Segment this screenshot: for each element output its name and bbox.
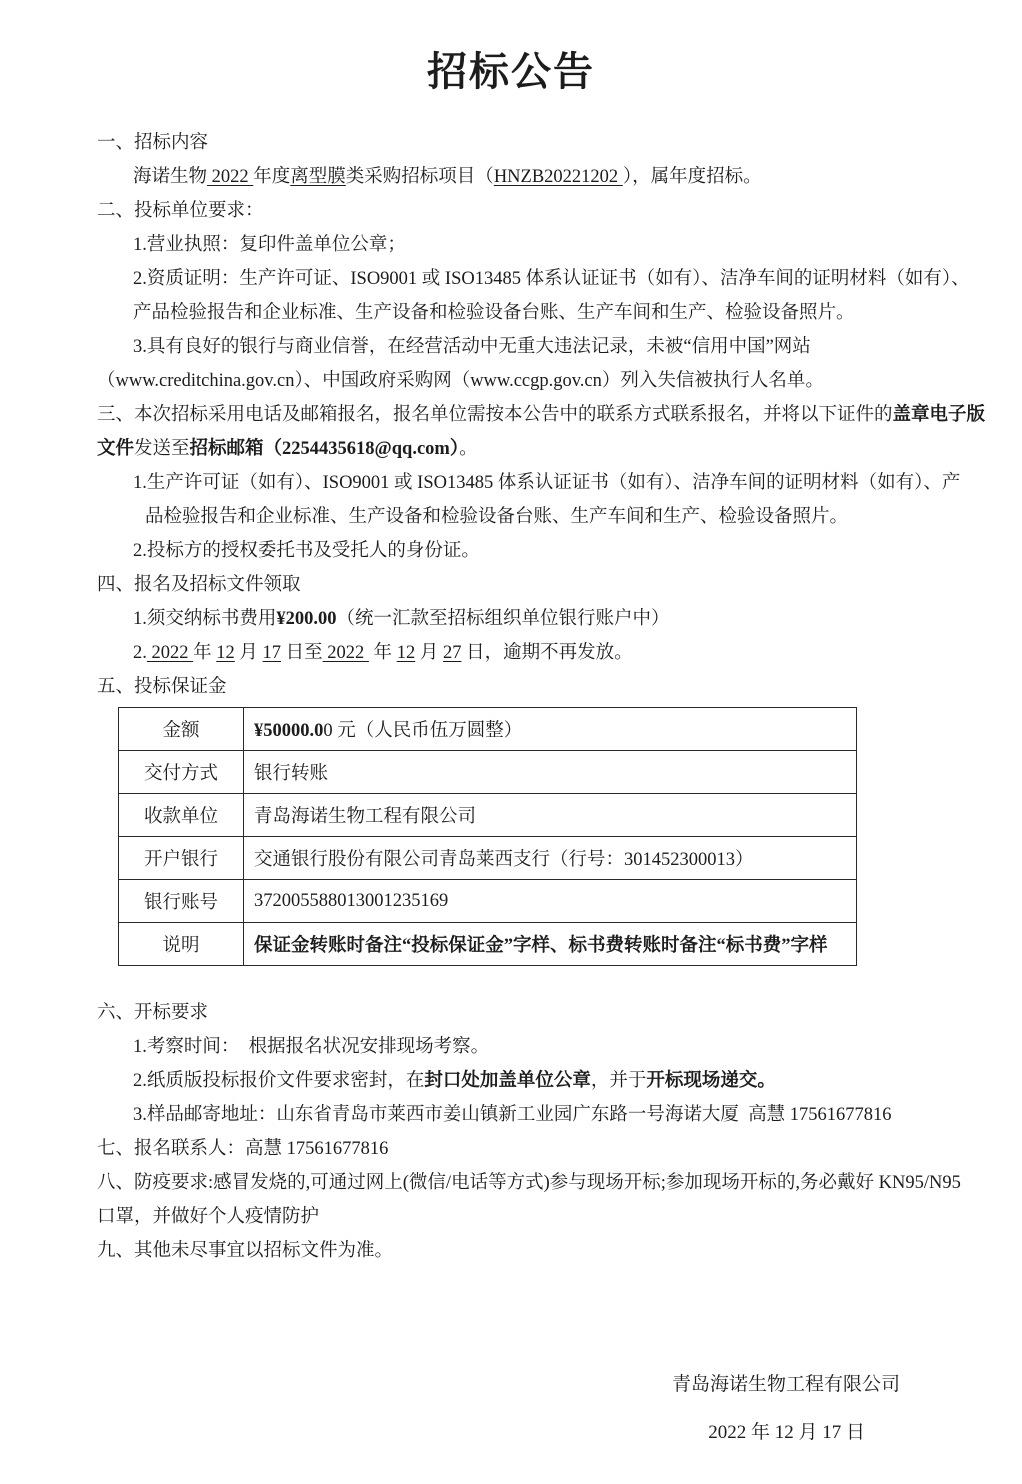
table-row bbox=[119, 751, 857, 794]
table-row bbox=[119, 837, 857, 880]
section-6-heading bbox=[97, 996, 925, 1030]
text-segment: 八、防疫要求:感冒发烧的,可通过网上(微信/电话等方式)参与现场开标;参加现场开标的,务必戴好 KN95/N95 bbox=[97, 1173, 961, 1193]
item-6-2 bbox=[97, 1064, 925, 1098]
text-segment: 2. bbox=[133, 643, 147, 663]
text-segment: 2.纸质版投标报价文件要求密封，在 bbox=[133, 1071, 425, 1091]
table-row-value bbox=[244, 708, 857, 751]
footer-date: 2022 年 12 月 17 日 bbox=[708, 1422, 865, 1443]
text-segment: 年 bbox=[193, 643, 217, 663]
table-row-label: 银行账号 bbox=[119, 880, 244, 923]
text-segment: 九、其他未尽事宜以招标文件为准。 bbox=[97, 1241, 394, 1261]
text-segment: 2022 bbox=[207, 167, 254, 187]
text-segment: 12 bbox=[396, 643, 416, 663]
item-2-2-line1 bbox=[97, 262, 970, 296]
section-3-line2 bbox=[97, 432, 925, 466]
text-segment: 离型膜 bbox=[290, 167, 346, 187]
deposit-table bbox=[118, 707, 857, 966]
footer-company: 青岛海诺生物工程有限公司 bbox=[671, 1374, 900, 1395]
text-segment: 1.营业执照：复印件盖单位公章； bbox=[133, 235, 406, 255]
text-segment: 2.投标方的授权委托书及受托人的身份证。 bbox=[133, 541, 480, 561]
table-row-label: 说明 bbox=[119, 923, 244, 966]
item-2-1 bbox=[97, 228, 925, 262]
text-segment: 日至 bbox=[281, 643, 323, 663]
table-row-label: 开户银行 bbox=[119, 837, 244, 880]
text-segment: 青岛海诺生物工程有限公司 bbox=[254, 807, 477, 827]
item-3-1-line2 bbox=[97, 500, 925, 534]
document-title: 招标公告 bbox=[427, 49, 595, 94]
text-segment: 招标邮箱（2254435618@qq.com） bbox=[189, 439, 460, 459]
document-body-top bbox=[97, 126, 986, 704]
text-segment: 1.生产许可证（如有）、ISO9001 或 ISO13485 体系认证证书（如有）、洁净车间的证明材料（如有）、产 bbox=[133, 473, 961, 493]
text-segment: 三、本次招标采用电话及邮箱报名，报名单位需按本公告中的联系方式联系报名，并将以下证件的 bbox=[97, 405, 893, 425]
text-segment: ），属年度招标。 bbox=[622, 167, 762, 187]
text-segment: 日，逾期不再发放。 bbox=[461, 643, 633, 663]
text-segment: ¥200.00 bbox=[276, 609, 337, 629]
text-segment: 2.资质证明：生产许可证、ISO9001 或 ISO13485 体系认证证书（如有）、洁净车间的证明材料（如有）、 bbox=[133, 269, 970, 289]
text-segment: ¥50000.0 bbox=[254, 721, 324, 741]
text-segment: 0 元（人民币伍万圆整） bbox=[323, 721, 523, 741]
text-segment: 开标现场递交。 bbox=[646, 1071, 776, 1091]
text-segment: ，并于 bbox=[590, 1071, 647, 1091]
text-segment: 月 bbox=[234, 643, 263, 663]
project-line bbox=[97, 160, 925, 194]
text-segment: 2022 bbox=[146, 643, 194, 663]
text-segment: 四、报名及招标文件领取 bbox=[97, 575, 301, 595]
section-3-line1 bbox=[97, 398, 986, 432]
text-segment: 2022 bbox=[322, 643, 369, 663]
text-segment: 海诺生物 bbox=[133, 167, 208, 187]
document-footer bbox=[97, 1368, 925, 1450]
text-segment: 产品检验报告和企业标准、生产设备和检验设备台账、生产车间和生产、检验设备照片。 bbox=[133, 303, 855, 323]
deposit-table-body bbox=[119, 708, 857, 966]
item-2-2-line2 bbox=[97, 296, 925, 330]
section-9-line bbox=[97, 1234, 925, 1268]
text-segment: 年度 bbox=[253, 167, 291, 187]
table-row-value bbox=[244, 794, 857, 837]
text-segment: （www.creditchina.gov.cn）、中国政府采购网（www.ccgp.gov.cn）列入失信被执行人名单。 bbox=[97, 371, 824, 391]
section-8-line2 bbox=[97, 1200, 925, 1234]
item-6-1 bbox=[97, 1030, 925, 1064]
item-4-2 bbox=[97, 636, 925, 670]
text-segment: 372005588013001235169 bbox=[254, 890, 449, 911]
text-segment: 月 bbox=[415, 643, 443, 663]
table-row-label: 金额 bbox=[119, 708, 244, 751]
text-segment: 。 bbox=[459, 439, 478, 459]
table-row-value bbox=[244, 837, 857, 880]
text-segment: 发送至 bbox=[134, 439, 190, 459]
text-segment: 口罩，并做好个人疫情防护 bbox=[97, 1207, 320, 1227]
text-segment: 封口处加盖单位公章 bbox=[424, 1071, 591, 1091]
text-segment: 七、报名联系人：高慧 17561677816 bbox=[97, 1139, 389, 1159]
item-3-1-line1 bbox=[97, 466, 961, 500]
section-4-heading bbox=[97, 568, 925, 602]
text-segment: HNZB20221202 bbox=[493, 167, 623, 187]
section-2-heading bbox=[97, 194, 925, 228]
text-segment: 一、招标内容 bbox=[97, 133, 209, 153]
text-segment: 1.须交纳标书费用 bbox=[133, 609, 277, 629]
text-segment: 交通银行股份有限公司青岛莱西支行（行号：301452300013） bbox=[254, 850, 754, 870]
text-segment: 17 bbox=[262, 643, 282, 663]
text-segment: 类采购招标项目（ bbox=[345, 167, 494, 187]
table-row bbox=[119, 923, 857, 966]
document-body-bottom bbox=[97, 996, 961, 1268]
text-segment: 保证金转账时备注“投标保证金”字样、标书费转账时备注“标书费”字样 bbox=[254, 936, 828, 956]
text-segment: 27 bbox=[442, 643, 462, 663]
item-2-3-line2 bbox=[97, 364, 925, 398]
item-2-3-line1 bbox=[97, 330, 925, 364]
text-segment: 六、开标要求 bbox=[97, 1003, 209, 1023]
text-segment: 文件 bbox=[97, 439, 135, 459]
table-row-label: 收款单位 bbox=[119, 794, 244, 837]
item-6-3 bbox=[97, 1098, 925, 1132]
table-row bbox=[119, 880, 857, 923]
item-4-1 bbox=[97, 602, 925, 636]
table-row-value bbox=[244, 923, 857, 966]
table-row-value bbox=[244, 880, 857, 923]
table-row bbox=[119, 794, 857, 837]
table-row-value bbox=[244, 751, 857, 794]
text-segment: 3.具有良好的银行与商业信誉，在经营活动中无重大违法记录，未被“信用中国”网站 bbox=[133, 337, 811, 357]
text-segment: 盖章电子版 bbox=[892, 405, 986, 425]
text-segment: 年 bbox=[368, 643, 397, 663]
text-segment: 1.考察时间： 根据报名状况安排现场考察。 bbox=[133, 1037, 490, 1057]
text-segment: 品检验报告和企业标准、生产设备和检验设备台账、生产车间和生产、检验设备照片。 bbox=[145, 507, 849, 527]
text-segment: 3.样品邮寄地址：山东省青岛市莱西市姜山镇新工业园广东路一号海诺大厦 高慧 17561677816 bbox=[133, 1105, 892, 1125]
section-5-heading bbox=[97, 670, 925, 704]
section-8-line1 bbox=[97, 1166, 961, 1200]
table-row bbox=[119, 708, 857, 751]
text-segment: 二、投标单位要求： bbox=[97, 201, 264, 221]
table-row-label: 交付方式 bbox=[119, 751, 244, 794]
text-segment: （统一汇款至招标组织单位银行账户中） bbox=[336, 609, 670, 629]
text-segment: 银行转账 bbox=[254, 764, 329, 784]
text-segment: 12 bbox=[216, 643, 235, 663]
item-3-2 bbox=[97, 534, 925, 568]
text-segment: 五、投标保证金 bbox=[97, 677, 227, 697]
section-7-line bbox=[97, 1132, 925, 1166]
section-1-heading bbox=[97, 126, 925, 160]
